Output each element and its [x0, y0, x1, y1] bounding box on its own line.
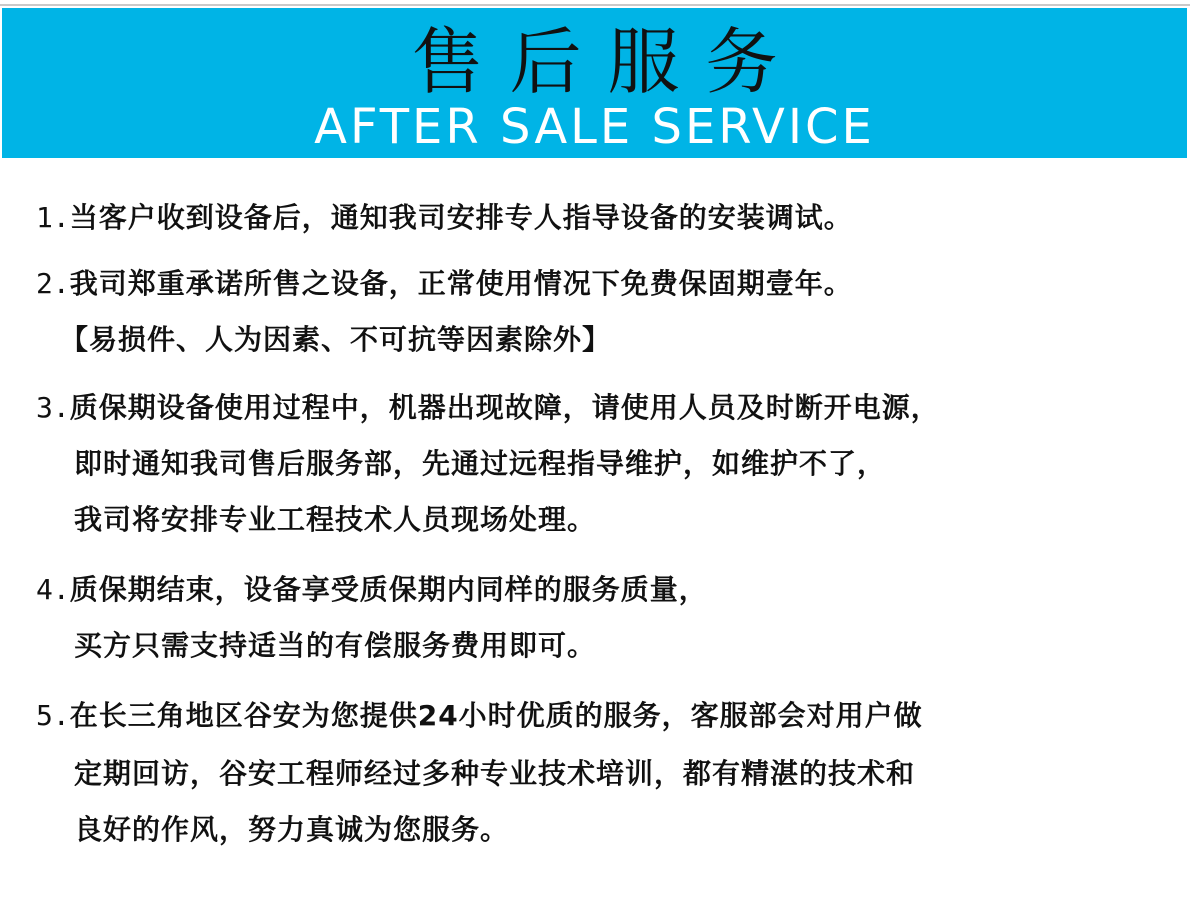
item-4-line-1	[36, 572, 708, 608]
item-5-number: 5.	[36, 699, 70, 732]
item-3-line-3	[74, 502, 596, 538]
banner-title-english: AFTER SALE SERVICE	[314, 99, 875, 155]
item-5-text-3: 良好的作风，努力真诚为您服务。	[74, 813, 510, 846]
item-5-line-1	[36, 698, 923, 734]
item-2-text-1: 我司郑重承诺所售之设备，正常使用情况下免费保固期壹年。	[69, 267, 853, 300]
item-3-text-2: 即时通知我司售后服务部，先通过远程指导维护，如维护不了，	[74, 447, 887, 480]
item-1-number: 1.	[36, 201, 70, 234]
item-5-line-2	[74, 756, 915, 792]
item-5-line-3	[74, 812, 509, 848]
item-3-text-3: 我司将安排专业工程技术人员现场处理。	[74, 503, 597, 536]
item-4-line-2	[74, 628, 596, 664]
item-3-text-1: 质保期设备使用过程中，机器出现故障，请使用人员及时断开电源，	[69, 391, 940, 424]
item-4-text-1: 质保期结束，设备享受质保期内同样的服务质量，	[69, 573, 708, 606]
item-3-line-1	[36, 390, 940, 426]
item-3-line-2	[74, 446, 886, 482]
item-4-text-2: 买方只需支持适当的有偿服务费用即可。	[74, 629, 597, 662]
item-2-number: 2.	[36, 267, 70, 300]
item-5-text-1: 在长三角地区谷安为您提供24小时优质的服务，客服部会对用户做	[69, 699, 923, 732]
item-2-line-2	[60, 322, 611, 358]
item-2-text-2: 【易损件、人为因素、不可抗等因素除外】	[60, 323, 612, 356]
item-3-number: 3.	[36, 391, 70, 424]
item-1-line-1	[36, 200, 853, 236]
item-5-text-2: 定期回访，谷安工程师经过多种专业技术培训，都有精湛的技术和	[74, 757, 916, 790]
item-4-number: 4.	[36, 573, 70, 606]
item-1-text: 当客户收到设备后，通知我司安排专人指导设备的安装调试。	[69, 201, 853, 234]
banner-title-chinese: 售后服务	[411, 20, 804, 104]
item-2-line-1	[36, 266, 853, 302]
